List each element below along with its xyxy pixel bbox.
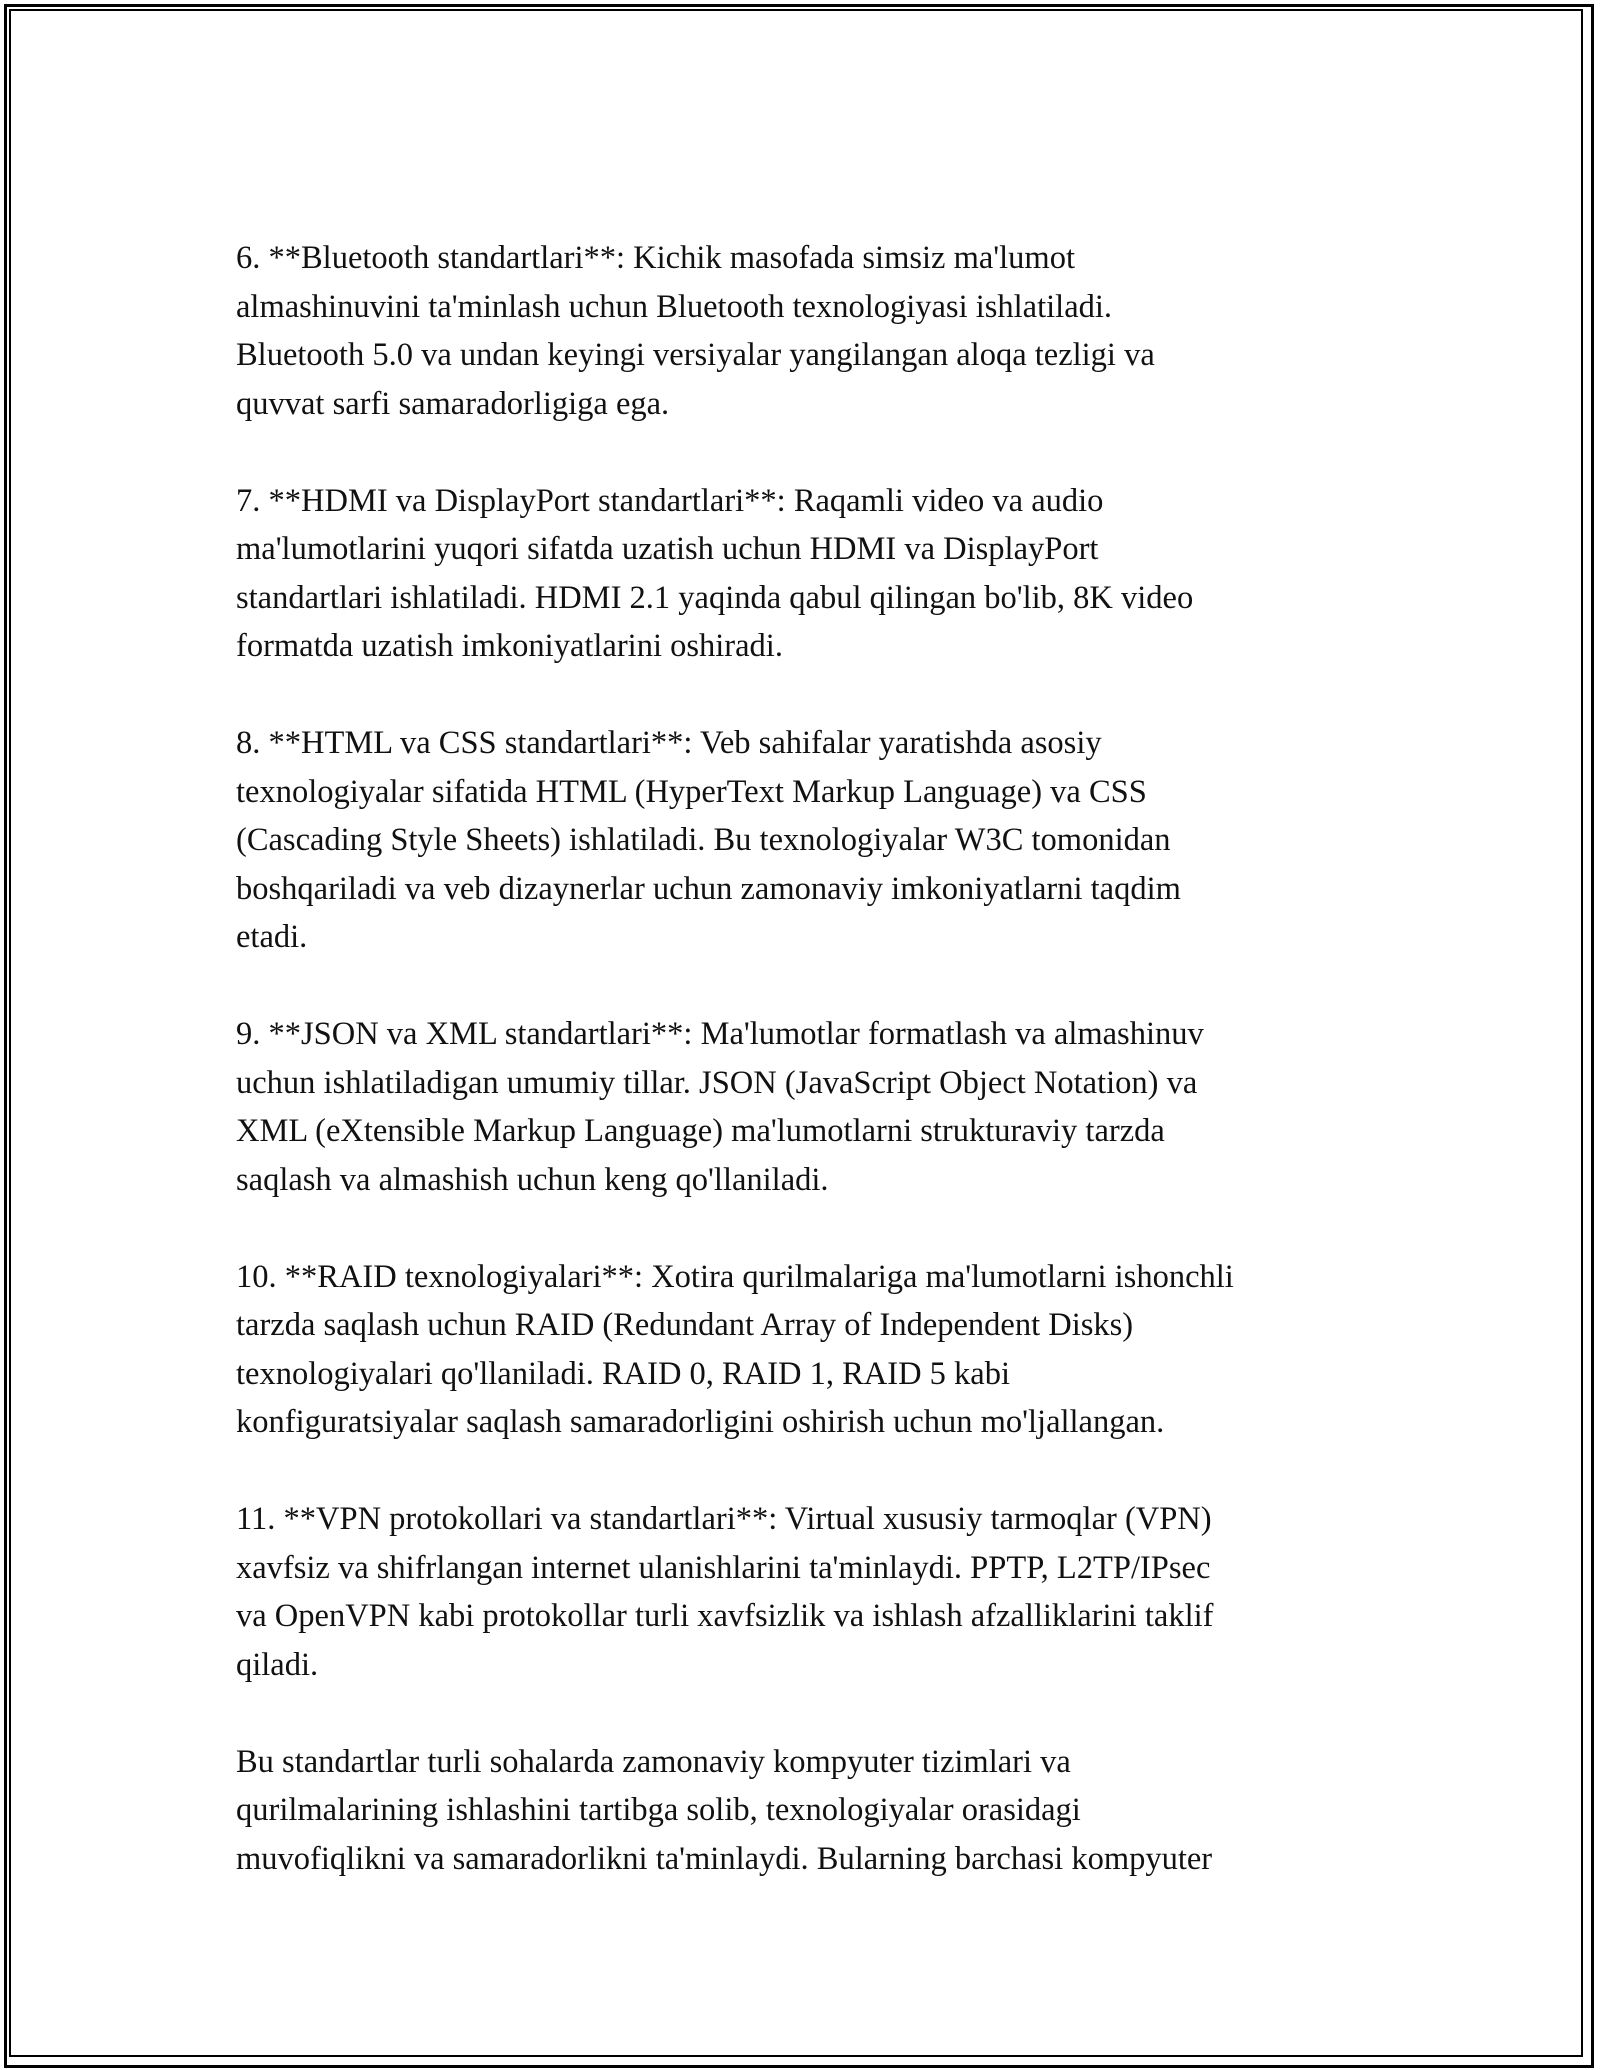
text-line: texnologiyalari qo'llaniladi. RAID 0, RAID 1, RAID 5 kabi <box>236 1355 1011 1392</box>
text-line: formatda uzatish imkoniyatlarini oshiradi. <box>236 628 783 664</box>
text-line: boshqariladi va veb dizaynerlar uchun zamonaviy imkoniyatlarni taqdim <box>236 870 1181 907</box>
text-line: saqlash va almashish uchun keng qo'llaniladi. <box>236 1161 829 1198</box>
text-line: tarzda saqlash uchun RAID (Redundant Array of Independent Disks) <box>236 1307 1134 1343</box>
text-line: konfiguratsiyalar saqlash samaradorligini oshirish uchun mo'ljallangan. <box>236 1404 1165 1440</box>
paragraph-bluetooth <box>236 234 1396 428</box>
text-line: muvofiqlikni va samaradorlikni ta'minlaydi. Bularning barchasi kompyuter <box>236 1840 1213 1877</box>
text-line: quvvat sarfi samaradorligiga ega. <box>236 385 670 422</box>
document-body <box>236 234 1396 1932</box>
text-line: va OpenVPN kabi protokollar turli xavfsizlik va ishlash afzalliklarini taklif <box>236 1598 1214 1634</box>
text-line: uchun ishlatiladigan umumiy tillar. JSON (JavaScript Object Notation) va <box>236 1064 1198 1101</box>
text-line: 7. **HDMI va DisplayPort standartlari**: Raqamli video va audio <box>236 482 1104 519</box>
text-line: etadi. <box>236 919 308 955</box>
text-line: Bluetooth 5.0 va undan keyingi versiyalar yangilangan aloqa tezligi va <box>236 337 1155 373</box>
text-line: (Cascading Style Sheets) ishlatiladi. Bu texnologiyalar W3C tomonidan <box>236 822 1171 858</box>
text-line: 8. **HTML va CSS standartlari**: Veb sahifalar yaratishda asosiy <box>236 725 1102 761</box>
text-line: texnologiyalar sifatida HTML (HyperText Markup Language) va CSS <box>236 773 1147 810</box>
text-line: qiladi. <box>236 1646 319 1683</box>
paragraph-raid <box>236 1253 1396 1447</box>
paragraph-vpn <box>236 1495 1396 1689</box>
text-line: xavfsiz va shifrlangan internet ulanishlarini ta'minlaydi. PPTP, L2TP/IPsec <box>236 1549 1211 1586</box>
paragraph-html-css <box>236 719 1396 962</box>
text-line: 10. **RAID texnologiyalari**: Xotira qurilmalariga ma'lumotlarni ishonchli <box>236 1258 1234 1295</box>
text-line: 9. **JSON va XML standartlari**: Ma'lumotlar formatlash va almashinuv <box>236 1016 1204 1052</box>
paragraph-json-xml <box>236 1010 1396 1204</box>
text-line: Bu standartlar turli sohalarda zamonaviy kompyuter tizimlari va <box>236 1743 1071 1780</box>
text-line: almashinuvini ta'minlash uchun Bluetooth texnologiyasi ishlatiladi. <box>236 288 1113 325</box>
text-line: standartlari ishlatiladi. HDMI 2.1 yaqinda qabul qilingan bo'lib, 8K video <box>236 579 1194 616</box>
text-line: ma'lumotlarini yuqori sifatda uzatish uchun HDMI va DisplayPort <box>236 531 1099 567</box>
paragraph-hdmi-displayport <box>236 477 1396 671</box>
text-line: XML (eXtensible Markup Language) ma'lumotlarni strukturaviy tarzda <box>236 1113 1165 1149</box>
paragraph-conclusion <box>236 1738 1396 1884</box>
text-line: 11. **VPN protokollari va standartlari**: Virtual xususiy tarmoqlar (VPN) <box>236 1501 1212 1537</box>
text-line: qurilmalarining ishlashini tartibga solib, texnologiyalar orasidagi <box>236 1792 1081 1828</box>
text-line: 6. **Bluetooth standartlari**: Kichik masofada simsiz ma'lumot <box>236 240 1075 276</box>
